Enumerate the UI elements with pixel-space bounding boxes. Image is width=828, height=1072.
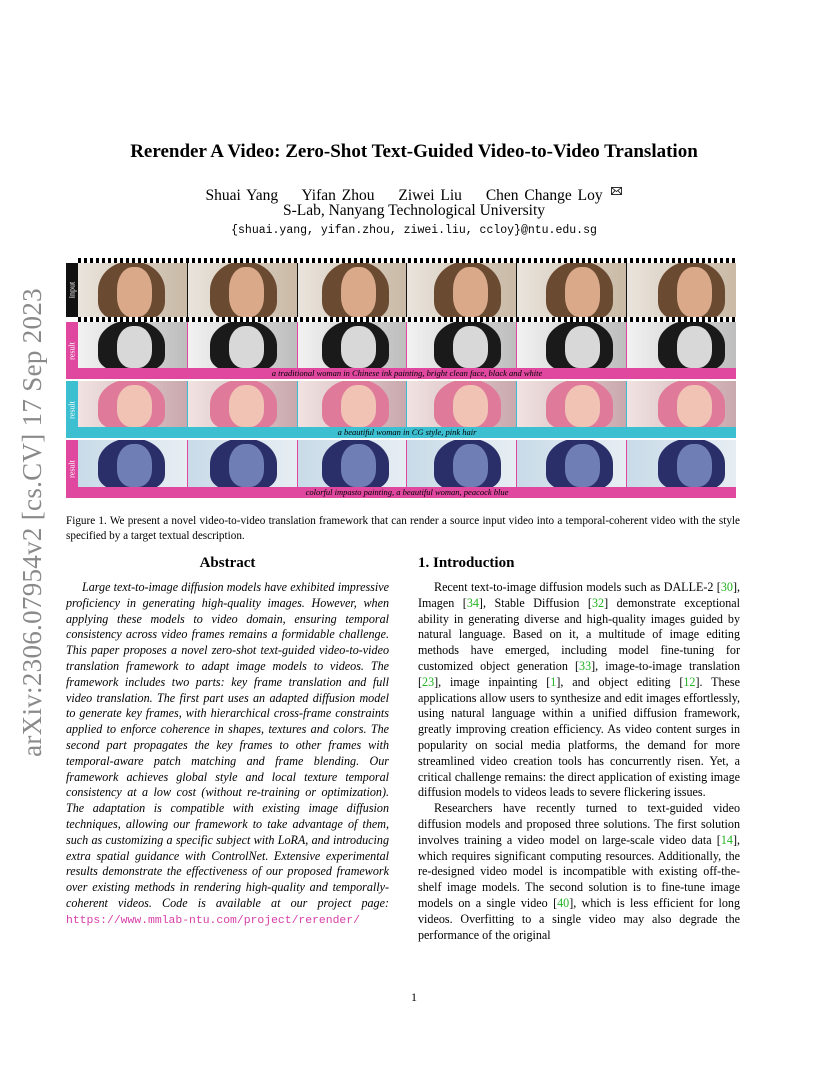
paper-title: Rerender A Video: Zero-Shot Text-Guided Video-to-Video Translation bbox=[130, 141, 698, 162]
intro-text-run: ], and object editing [ bbox=[556, 674, 684, 689]
intro-text-run: Researchers have recently turned to text-guided video diffusion models and proposed three solutions. The first solution involves training a video model on large-scale video data [ bbox=[418, 801, 740, 847]
portrait-face bbox=[565, 444, 600, 487]
figure-row-cg-style bbox=[66, 381, 736, 438]
citation-link[interactable]: 40 bbox=[557, 895, 570, 910]
video-frame bbox=[78, 263, 187, 317]
author-name: Ziwei Liu bbox=[398, 187, 462, 204]
author-name: Chen Change Loy bbox=[485, 187, 603, 204]
video-frame bbox=[407, 440, 516, 487]
video-frame bbox=[298, 263, 407, 317]
figure-1 bbox=[66, 258, 736, 498]
figure-row-input bbox=[66, 263, 736, 317]
portrait-face bbox=[677, 267, 712, 317]
frame-strip bbox=[78, 322, 736, 368]
citation-link[interactable]: 34 bbox=[466, 595, 479, 610]
video-frame bbox=[188, 440, 297, 487]
intro-text-run: ] demonstrate exceptional ability in generating diverse and high-quality images guided by natural language. Based on it, a multitude of image editing methods have emerged, including model fine-tuning for customized object generation [ bbox=[418, 595, 740, 673]
video-frame bbox=[407, 263, 516, 317]
video-frame bbox=[78, 440, 187, 487]
portrait-face bbox=[341, 267, 376, 317]
video-frame bbox=[298, 322, 407, 368]
intro-text-run: ], Imagen [ bbox=[418, 580, 740, 610]
portrait-face bbox=[117, 444, 152, 487]
page-number: 1 bbox=[411, 990, 417, 1004]
frame-strip bbox=[78, 440, 736, 487]
portrait-face bbox=[229, 326, 264, 368]
author-name: Yifan Zhou bbox=[301, 187, 375, 204]
portrait-face bbox=[453, 267, 488, 317]
intro-text-run: ], image-to-image translation [ bbox=[418, 658, 741, 689]
portrait-face bbox=[677, 444, 712, 487]
video-frame bbox=[188, 322, 297, 368]
citation-link[interactable]: 33 bbox=[579, 658, 592, 673]
figure-row-ink-painting bbox=[66, 322, 736, 379]
citation-link[interactable]: 32 bbox=[591, 595, 605, 610]
row-caption: colorful impasto painting, a beautiful woman, peacock blue bbox=[305, 487, 509, 497]
citation-link[interactable]: 14 bbox=[720, 832, 733, 847]
portrait-face bbox=[229, 267, 264, 317]
intro-paragraph bbox=[418, 580, 740, 801]
portrait-face bbox=[565, 326, 600, 368]
row-label: result bbox=[67, 341, 77, 360]
envelope-icon bbox=[611, 182, 622, 200]
video-frame bbox=[298, 381, 407, 427]
citation-link[interactable]: 1 bbox=[550, 674, 557, 689]
portrait-face bbox=[341, 385, 376, 427]
portrait-face bbox=[117, 326, 152, 368]
introduction-heading: 1. Introduction bbox=[418, 555, 515, 571]
portrait-face bbox=[229, 385, 264, 427]
intro-text-run: ], which requires significant computing resources. Additionally, the re-designed video model is incompatible with existing off-the-shelf image models. The second solution is to fine-tune image models on a single video [ bbox=[418, 832, 740, 910]
portrait-face bbox=[565, 385, 600, 427]
intro-text-run: ], which is less efficient for long videos. Overfitting to a single video may also degrade the performance of the original bbox=[418, 895, 740, 942]
portrait-face bbox=[677, 385, 712, 427]
video-frame bbox=[627, 322, 736, 368]
portrait-face bbox=[117, 267, 152, 317]
video-frame bbox=[188, 263, 297, 317]
video-frame bbox=[517, 381, 626, 427]
video-frame bbox=[298, 440, 407, 487]
row-label: result bbox=[67, 400, 77, 419]
intro-text-run: ]. These applications allow users to synthesize and edit images effortlessly, using natural language within a unified diffusion framework, greatly improving creation efficiency. As video content surges in popularity on social media platforms, the demand for more streamlined video creation tools has concurrently risen. Yet, a critical challenge remains: the direct application of existing image diffusion models to videos leads to severe flickering issues. bbox=[418, 674, 740, 800]
portrait-face bbox=[677, 326, 712, 368]
portrait-face bbox=[229, 444, 264, 487]
abstract-text: Large text-to-image diffusion models have exhibited impressive proficiency in generating high-quality images. However, when applying these models to video domain, ensuring temporal consistency across video frames remains a formidable challenge. This paper proposes a novel zero-shot text-guided video-to-video translation framework to adapt image models to videos. The framework includes two parts: key frame translation and full video translation. The first part uses an adapted diffusion model to generate key frames, with hierarchical cross-frame constraints applied to enforce coherence in shapes, textures and colors. The second part propagates the key frames to other frames with temporal-aware patch matching and frame blending. Our framework achieves global style and local texture temporal consistency at a low cost (without re-training or optimization). The adaptation is compatible with existing image diffusion techniques, allowing our framework to take advantage of them, such as customizing a specific subject with LoRA, and introducing extra spatial guidance with ControlNet. Extensive experimental results demonstrate the effectiveness of our proposed framework over existing methods in rendering high-quality and temporally-coherent videos. Code is available at our project page: https://www.mmlab-ntu.com/project/rerender/ bbox=[66, 580, 389, 927]
author-emails: {shuai.yang, yifan.zhou, ziwei.liu, ccloy}@ntu.edu.sg bbox=[231, 224, 597, 237]
video-frame bbox=[517, 440, 626, 487]
intro-text-run: Recent text-to-image diffusion models such as DALLE-2 [ bbox=[434, 580, 721, 594]
portrait-face bbox=[117, 385, 152, 427]
portrait-face bbox=[565, 267, 600, 317]
arxiv-stamp bbox=[10, 285, 54, 760]
intro-paragraph bbox=[418, 801, 740, 943]
row-caption: a beautiful woman in CG style, pink hair bbox=[337, 427, 477, 437]
video-frame bbox=[627, 381, 736, 427]
frame-strip bbox=[78, 263, 736, 317]
citation-link[interactable]: 12 bbox=[683, 674, 696, 689]
introduction-text bbox=[418, 580, 740, 943]
video-frame bbox=[627, 440, 736, 487]
portrait-face bbox=[453, 326, 488, 368]
citation-link[interactable]: 30 bbox=[720, 580, 733, 594]
portrait-face bbox=[453, 444, 488, 487]
row-label: result bbox=[67, 460, 77, 478]
video-frame bbox=[78, 322, 187, 368]
abstract-heading: Abstract bbox=[199, 555, 256, 571]
frame-strip bbox=[78, 381, 736, 427]
portrait-face bbox=[453, 385, 488, 427]
video-frame bbox=[627, 263, 736, 317]
author-name: Shuai Yang bbox=[205, 187, 279, 204]
citation-link[interactable]: 23 bbox=[422, 674, 435, 689]
figure-row-impasto bbox=[66, 440, 736, 498]
affiliation: S-Lab, Nanyang Technological University bbox=[282, 202, 546, 219]
row-caption: a traditional woman in Chinese ink painting, bright clean face, black and white bbox=[271, 368, 543, 378]
video-frame bbox=[517, 263, 626, 317]
video-frame bbox=[407, 381, 516, 427]
video-frame bbox=[407, 322, 516, 368]
portrait-face bbox=[341, 326, 376, 368]
portrait-face bbox=[341, 444, 376, 487]
video-frame bbox=[78, 381, 187, 427]
arxiv-stamp-text: arXiv:2306.07954v2 [cs.CV] 17 Sep 2023 bbox=[16, 288, 47, 757]
video-frame bbox=[188, 381, 297, 427]
project-link[interactable]: https://www.mmlab-ntu.com/project/rerender/ bbox=[66, 914, 360, 927]
figure-caption: Figure 1. We present a novel video-to-video translation framework that can render a source input video into a temporal-coherent video with the style specified by a target textual description. bbox=[66, 515, 740, 542]
row-label: input bbox=[66, 263, 78, 317]
intro-text-run: ], image inpainting [ bbox=[434, 674, 551, 689]
video-frame bbox=[517, 322, 626, 368]
intro-text-run: ], Stable Diffusion [ bbox=[478, 595, 592, 610]
